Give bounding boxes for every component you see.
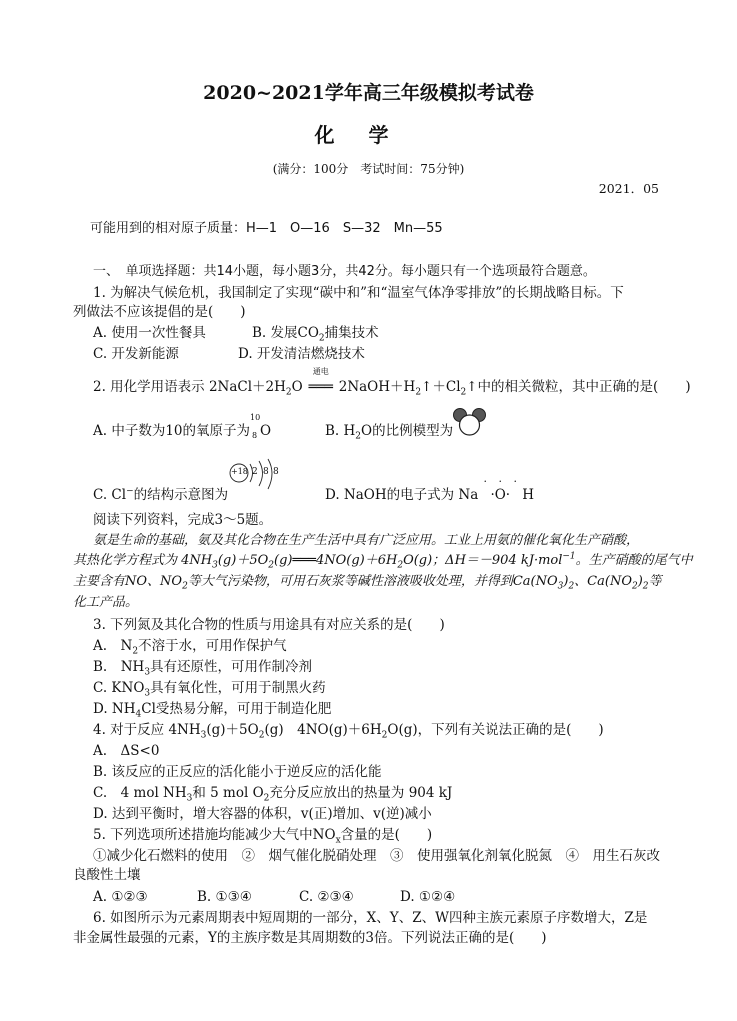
q5-stem [93,826,432,844]
q4-option-d: D. 达到平衡时，增大容器的体积，v(正)增加、v(逆)减小 [93,806,432,822]
q3-option-b [93,658,312,676]
q2-option-c-pre: C. Cl [93,487,127,503]
q2-atomic-number: 8 [252,431,258,440]
q3-option-d-sub: 4 [135,709,142,720]
reading-line2-b: (g)═══4NO(g)＋6H [274,553,398,568]
q2-stem-sub2: 2 [415,387,422,398]
subject-title: 化学 [314,123,423,147]
q1-option-b [252,324,379,342]
reading-line2-pre: 其热化学方程式为 4NH [73,553,213,568]
q4-stem-s1: 3 [200,730,207,741]
chloride-ion-structure-diagram [228,458,288,504]
q1-stem-line1: 1. 为解决气候危机，我国制定了实现“碳中和”和“温室气体净零排放”的长期战略目标。下 [93,285,624,301]
q1-option-b-post: 捕集技术 [324,325,379,341]
reading-line3-pre: 主要含有NO、NO [73,574,183,589]
shell2-electrons: 8 [263,467,269,477]
q5-measures-line1: ①减少化石燃料的使用 ② 烟气催化脱硝处理 ③ 使用强氧化剂氧化脱氮 ④ 用生石灰改 [93,848,660,864]
q3-option-b-sub: 3 [144,667,151,678]
q4-stem-s3: 2 [381,730,388,741]
q4-option-a: A. ΔS<0 [93,743,160,759]
q5-measures-line2: 良酸性土壤 [73,867,141,883]
q6-stem-line1: 6. 如图所示为元素周期表中短周期的一部分，X、Y、Z、W四种主族元素原子序数增大，Z是 [93,910,648,926]
q5-option-d: D. ①②④ [400,889,456,905]
reading-line3-s5: 2 [642,581,649,592]
q2-stem-mid2: 2NaOH＋H [338,379,416,395]
section-heading: 一、 单项选择题：共14小题，每小题3分，共42分。每小题只有一个选项最符合题意。 [93,264,596,279]
q3-option-a-pre: A. N [93,638,133,654]
q2-option-c-post: 的结构示意图为 [133,487,229,503]
q2-option-d-pre: D. NaOH的电子式为 Na [325,487,479,503]
q3-option-d-pre: D. NH [93,701,136,717]
q2-stem-pre: 2. 用化学用语表示 2NaCl＋2H [93,379,286,395]
q5-option-a: A. ①②③ [93,889,148,905]
reading-line2-s2: 2 [268,560,274,571]
q3-option-b-post: 具有还原性，可用作制冷剂 [150,659,313,675]
atomic-masses: 可能用到的相对原子质量：H—1 O—16 S—32 Mn—55 [90,221,443,236]
q4-stem-b: (g) 4NO(g)＋6H [264,722,382,738]
q2-stem-mid1: O [291,379,303,395]
reading-line2-s3: 2 [397,560,404,571]
q3-option-c-sub: 3 [144,688,151,699]
shell3-electrons: 8 [273,467,279,477]
q1-option-a: A. 使用一次性餐具 [93,325,206,341]
nucleus-charge: +18 [231,467,248,476]
reading-line3-d: ) [637,574,643,589]
q2-nuclide-notation [250,413,261,440]
q2-stem-sub3: 2 [460,387,467,398]
exam-date: 2021．05 [598,181,659,196]
q4-option-c-post: 充分反应放出的热量为 904 kJ [269,785,453,801]
q2-option-b-post: O的比例模型为 [361,423,454,439]
q4-option-b: B. 该反应的正反应的活化能小于逆反应的活化能 [93,764,382,780]
reading-line2 [73,552,693,570]
water-space-filling-model-icon [452,406,488,438]
q1-option-c: C. 开发新能源 [93,346,179,362]
q3-option-b-pre: B. NH [93,659,145,675]
q1-option-b-sub: 2 [318,333,325,344]
q6-stem-line2: 非金属性最强的元素，Y的主族序数是其周期数的3倍。下列说法正确的是( ) [73,930,547,946]
q2-option-b-pre: B. H [325,423,356,439]
reading-line4: 化工产品。 [73,595,139,610]
q2-stem [93,367,691,398]
q1-option-b-pre: B. 发展CO [252,325,319,341]
q2-stem-sub1: 2 [285,387,292,398]
q2-option-d [325,475,535,504]
q2-condition: 通电 [312,367,329,376]
reading-intro: 阅读下列资料，完成3～5题。 [93,512,273,528]
q3-option-a-post: 不溶于水，可用作保护气 [138,638,287,654]
q3-option-c-post: 具有氧化性，可用于制黑火药 [150,680,326,696]
electron-shell-arcs-icon [228,458,288,504]
reading-line2-sup: −1 [562,551,576,562]
q3-option-c-pre: C. KNO [93,680,145,696]
reading-line2-post: 。生产硝酸的尾气中 [575,553,693,568]
q1-stem-line2: 列做法不应该提倡的是( ) [73,304,246,320]
q2-option-a [93,413,272,440]
q1-option-d: D. 开发清洁燃烧技术 [238,346,365,362]
electron-dot-oxygen: · · · ·O· [483,475,522,503]
q4-stem-a: (g)＋5O [206,722,259,738]
reading-line3-a: 等大气污染物，可用石灰浆等碱性溶液吸收处理，并得到Ca(NO [187,574,558,589]
q4-stem-post: O(g)，下列有关说法正确的是( ) [387,722,604,738]
q3-option-d-post: Cl受热易分解，可用于制造化肥 [141,701,332,717]
q5-stem-sub: x [335,835,341,846]
q4-stem [93,721,604,739]
shell1-electrons: 2 [252,467,258,477]
q5-option-c: C. ②③④ [299,889,354,905]
reading-line2-c: O(g)；ΔH＝－904 kJ·mol [403,553,563,568]
reading-line3-s4: 2 [631,581,638,592]
q4-option-c-s2: 2 [263,793,270,804]
q5-option-b: B. ①③④ [197,889,252,905]
exam-info: (满分：100分 考试时间：75分钟) [272,162,465,176]
reading-line3-b: ) [563,574,569,589]
q4-stem-s2: 2 [258,730,265,741]
q2-option-d-post: H [522,487,535,503]
q3-stem: 3. 下列氮及其化合物的性质与用途具有对应关系的是( ) [93,617,445,633]
q3-option-a-sub: 2 [132,646,139,657]
q3-option-a [93,637,287,655]
q2-option-c [93,486,228,504]
q4-option-c-pre: C. 4 mol NH [93,785,187,801]
reading-line2-s1: 3 [212,560,218,571]
reading-line1: 氨是生命的基础，氨及其化合物在生产生活中具有广泛应用。工业上用氨的催化氧化生产硝酸， [93,533,640,548]
q2-option-a-text: A. 中子数为10的氧原子为 [93,423,251,439]
q2-mass-number: 10 [250,413,261,422]
q3-option-c [93,679,326,697]
electron-dots-top-icon: · · · [483,475,522,488]
q4-stem-pre: 4. 对于反应 4NH [93,722,201,738]
q2-option-c-sup: − [126,486,134,497]
reading-line3-s2: 3 [557,581,564,592]
q2-option-b [325,422,453,440]
q4-option-c-a: 和 5 mol O [192,785,264,801]
reading-line3-c: 、Ca(NO [574,574,632,589]
exam-title: 2020~2021学年高三年级模拟考试卷 [203,82,534,104]
q2-stem-post: ↑中的相关微粒，其中正确的是( ) [466,379,691,395]
q2-option-b-sub: 2 [355,431,362,442]
reading-line2-a: (g)＋5O [217,553,269,568]
q3-option-d [93,700,331,718]
q4-option-c [93,784,452,802]
q2-stem-mid3: ↑＋Cl [421,379,461,395]
q5-stem-post: 含量的是( ) [340,827,433,843]
q2-option-a-symbol: O [260,423,272,439]
q4-option-c-s1: 3 [186,793,193,804]
q5-stem-pre: 5. 下列选项所述措施均能减少大气中NO [93,827,336,843]
q2-electrolysis-arrow: 通电 ═══ [303,378,339,396]
reading-line3-s3: 2 [568,581,575,592]
reading-line3 [73,573,662,591]
reading-line3-s1: 2 [182,581,188,592]
reading-line3-post: 等 [648,574,662,589]
